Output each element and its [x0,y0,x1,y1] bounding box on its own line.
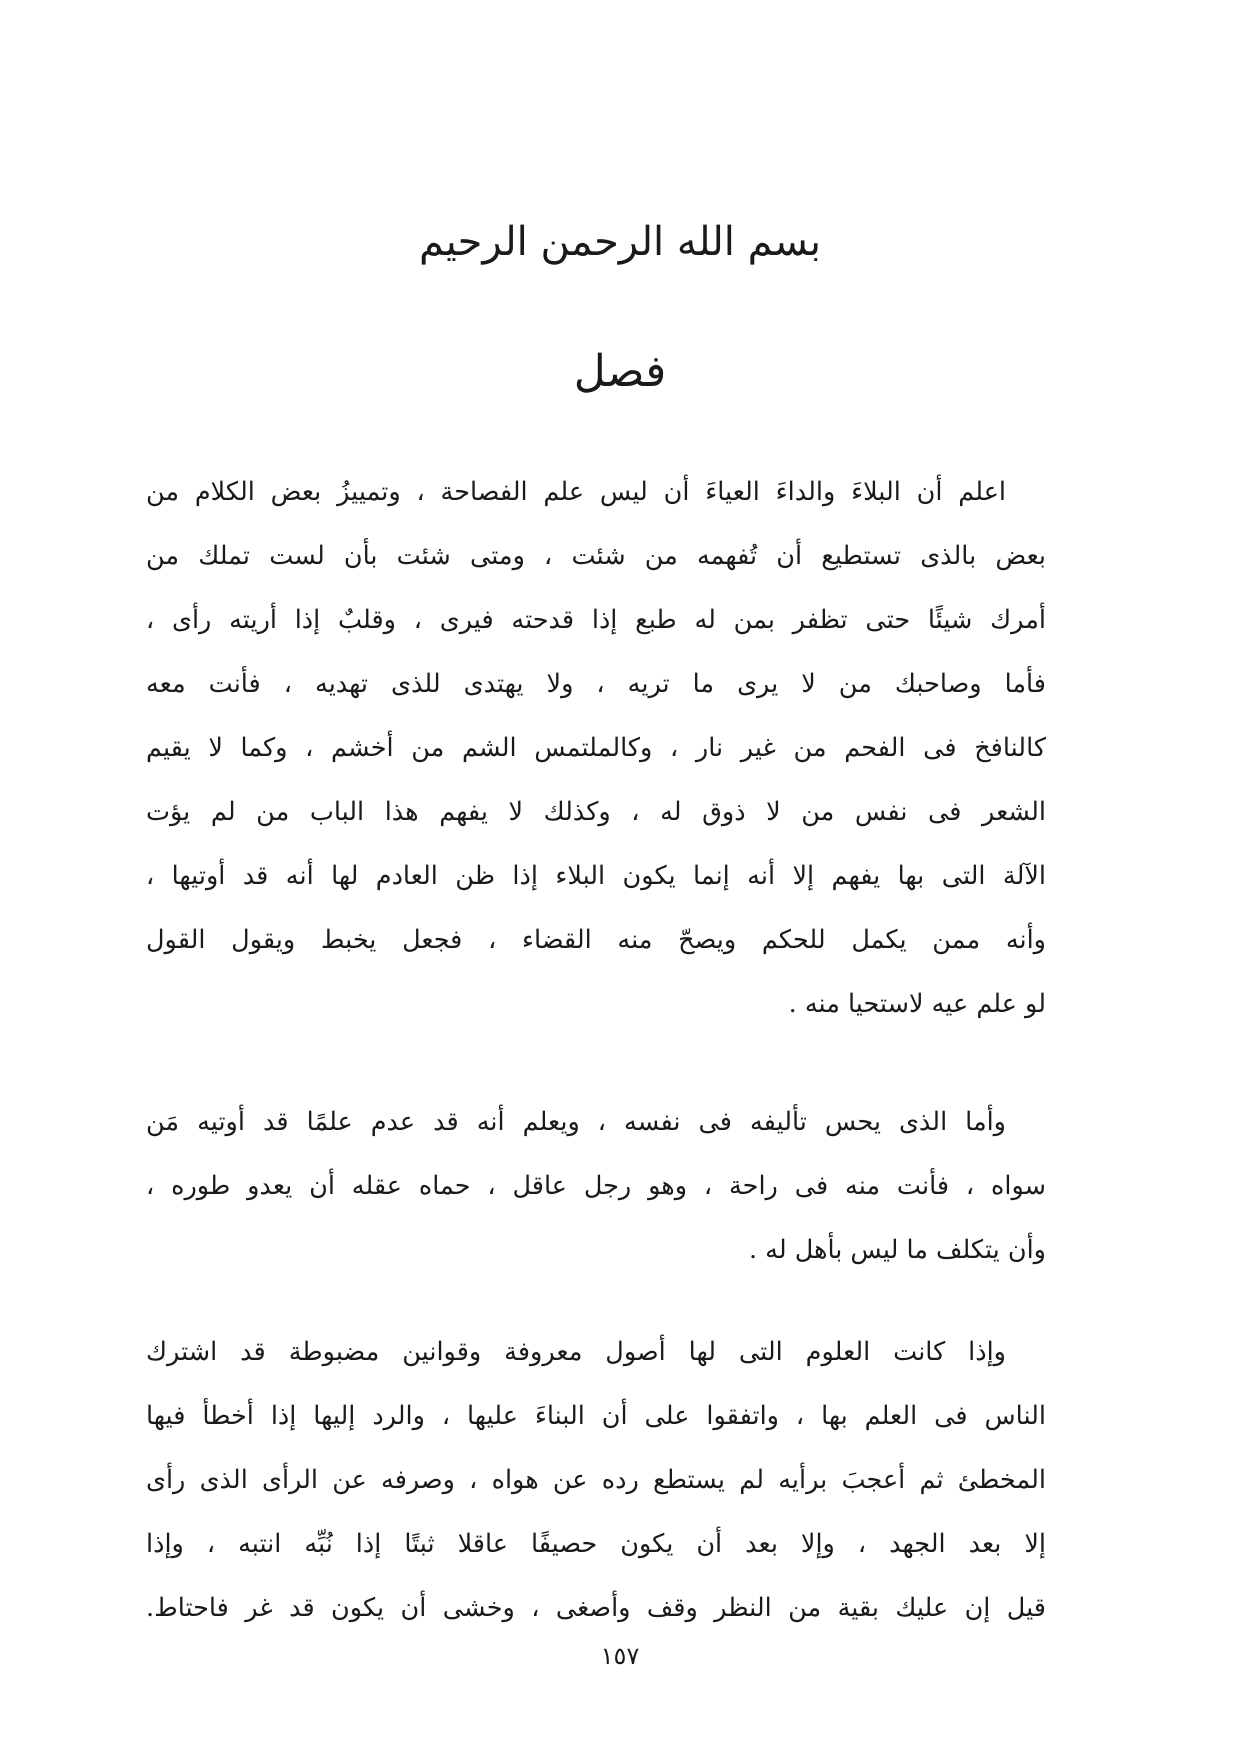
text-line: لو علم عيه لاستحيا منه . [788,989,1046,1019]
page-number: ١٥٧ [600,1642,640,1670]
text-line: سواه ، فأنت منه فى راحة ، وهو رجل عاقل ، حماه عقله أن يعدو طوره ، [146,1171,1046,1201]
text-line: الآلة التى بها يفهم إلا أنه إنما يكون البلاء إذا ظن العادم لها أنه قد أوتيها ، [146,861,1046,891]
text-line: الشعر فى نفس من لا ذوق له ، وكذلك لا يفهم هذا الباب من لم يؤت [146,797,1046,827]
text-line: إلا بعد الجهد ، وإلا بعد أن يكون حصيفًا عاقلا ثبتًا إذا نُبِّه انتبه ، وإذا [146,1529,1046,1559]
text-line: الناس فى العلم بها ، واتفقوا على أن البناءَ عليها ، والرد إليها إذا أخطأ فيها [146,1401,1046,1431]
text-line: كالنافخ فى الفحم من غير نار ، وكالملتمس الشم من أخشم ، وكما لا يقيم [146,733,1046,763]
text-line: بعض بالذى تستطيع أن تُفهمه من شئت ، ومتى شئت بأن لست تملك من [146,541,1046,571]
text-line: قيل إن عليك بقية من النظر وقف وأصغى ، وخشى أن يكون قد غر فاحتاط. [146,1593,1046,1623]
paragraph-3 [146,1320,1046,1640]
basmala-heading: بسم الله الرحمن الرحيم [418,219,822,265]
text-line: المخطئ ثم أعجبَ برأيه لم يستطع رده عن هواه ، وصرفه عن الرأى الذى رأى [146,1465,1046,1495]
text-line: وإذا كانت العلوم التى لها أصول معروفة وقوانين مضبوطة قد اشترك [146,1337,1006,1367]
text-line: وأن يتكلف ما ليس بأهل له . [748,1235,1046,1265]
chapter-title: فصل [573,346,667,397]
paragraph-1 [146,460,1046,1036]
text-line: اعلم أن البلاءَ والداءَ العياءَ أن ليس علم الفصاحة ، وتمييزُ بعض الكلام من [146,477,1006,507]
paragraph-2 [146,1090,1046,1282]
text-line: أمرك شيئًا حتى تظفر بمن له طبع إذا قدحته فيرى ، وقلبٌ إذا أريته رأى ، [146,605,1046,635]
text-line: وأنه ممن يكمل للحكم ويصحّ منه القضاء ، فجعل يخبط ويقول القول [146,925,1046,955]
text-line: وأما الذى يحس تأليفه فى نفسه ، ويعلم أنه قد عدم علمًا قد أوتيه مَن [146,1107,1006,1137]
text-line: فأما وصاحبك من لا يرى ما تريه ، ولا يهتدى للذى تهديه ، فأنت معه [146,669,1046,699]
